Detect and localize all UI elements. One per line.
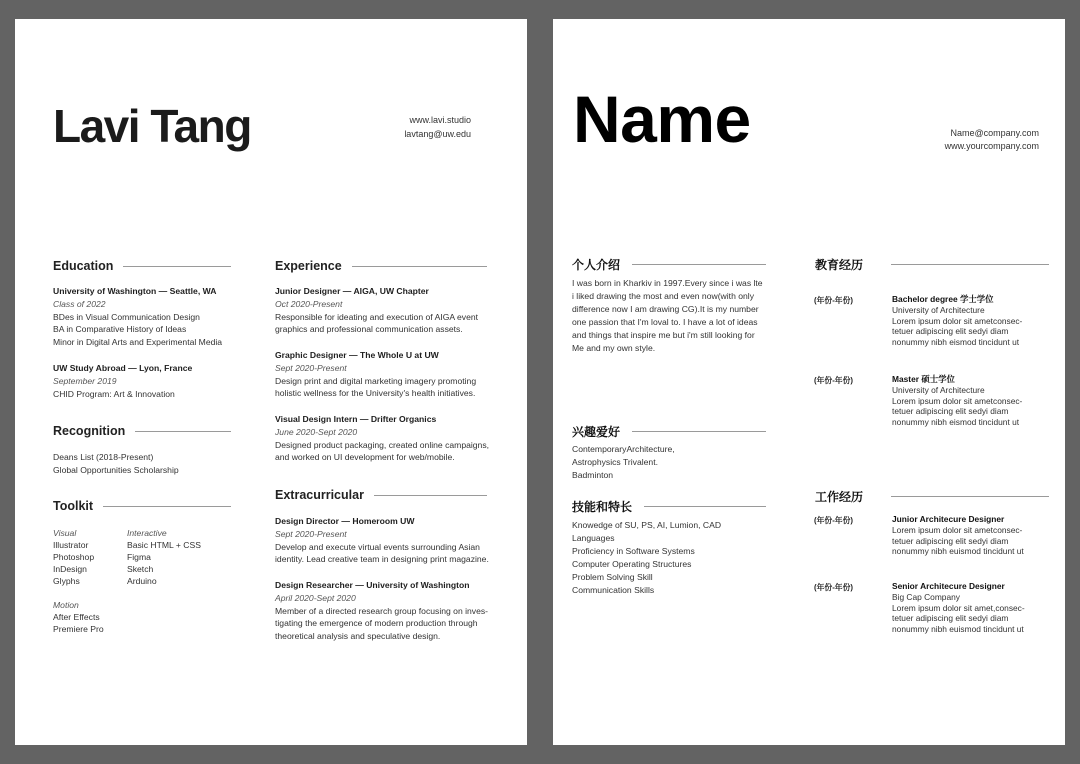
education-heading bbox=[53, 259, 231, 273]
intro-text bbox=[572, 277, 782, 355]
entry-line: tetuer adipiscing elit sedyi diam bbox=[892, 406, 1009, 417]
activity-title: Design Director — Homeroom UW bbox=[275, 516, 415, 526]
divider bbox=[352, 266, 487, 267]
toolkit-category: Interactive bbox=[127, 528, 167, 538]
education-entry bbox=[53, 362, 253, 400]
section-title: 兴趣爱好 bbox=[572, 425, 621, 439]
entry-line: tetuer adipiscing elit sedyi diam bbox=[892, 326, 1009, 337]
hobby-item: Astrophysics Trivalent. bbox=[572, 457, 658, 467]
resume-name: Lavi Tang bbox=[53, 100, 251, 152]
toolkit-motion bbox=[53, 599, 104, 635]
intro-line: difference now I am drawing CG).It is my number bbox=[572, 304, 759, 314]
job-title: Graphic Designer — The Whole U at UW bbox=[275, 350, 439, 360]
education-period: (年份-年份) bbox=[814, 296, 853, 305]
degree-line: CHID Program: Art & Innovation bbox=[53, 388, 175, 399]
entry-line: Big Cap Company bbox=[892, 591, 960, 602]
hobbies-heading bbox=[572, 423, 766, 440]
toolkit-item: Sketch bbox=[127, 564, 154, 574]
divider bbox=[103, 506, 231, 507]
recognition-list bbox=[53, 451, 253, 477]
toolkit-interactive bbox=[127, 527, 201, 587]
extracurricular-entry bbox=[275, 515, 515, 566]
job-title: Visual Design Intern — Drifter Organics bbox=[275, 414, 437, 424]
entry-line: nonummy nibh euismod tincidunt ut bbox=[892, 624, 1024, 635]
education-heading bbox=[815, 256, 1049, 273]
skill-item: Problem Solving Skill bbox=[572, 572, 653, 582]
experience-entry bbox=[275, 349, 507, 400]
divider bbox=[632, 431, 766, 432]
education-entry bbox=[53, 285, 253, 349]
job-dates: Oct 2020-Present bbox=[275, 298, 343, 309]
section-title: Experience bbox=[275, 259, 342, 273]
work-entry bbox=[892, 581, 1042, 635]
activity-dates: Sept 2020-Present bbox=[275, 528, 347, 539]
degree-line: BA in Comparative History of Ideas bbox=[53, 324, 187, 335]
section-title: Toolkit bbox=[53, 499, 94, 513]
website-link[interactable]: www.yourcompany.com bbox=[944, 141, 1039, 151]
degree-line: BDes in Visual Communication Design bbox=[53, 311, 200, 322]
entry-line: nonummy nibh eismod tincidunt ut bbox=[892, 417, 1020, 428]
skills-list bbox=[572, 519, 772, 597]
entry-line: University of Architecture bbox=[892, 304, 985, 315]
section-title: 技能和特长 bbox=[572, 500, 633, 514]
extracurricular-entry bbox=[275, 579, 515, 643]
experience-heading bbox=[275, 259, 487, 273]
job-description: Designed product packaging, created online campaigns, bbox=[275, 439, 490, 450]
divider bbox=[644, 506, 766, 507]
skill-item: Knowedge of SU, PS, AI, Lumion, CAD bbox=[572, 520, 722, 530]
activity-description: tigating the emergence of modern production through bbox=[275, 618, 478, 629]
toolkit-item: After Effects bbox=[53, 612, 100, 622]
hobby-item: ContemporaryArchitecture, bbox=[572, 444, 675, 454]
work-heading bbox=[815, 488, 1049, 505]
education-entry bbox=[892, 294, 1042, 348]
work-period: (年份-年份) bbox=[814, 583, 853, 592]
work-entry bbox=[892, 514, 1042, 557]
school-date: Class of 2022 bbox=[53, 298, 106, 309]
degree-title: Bachelor degree 学士学位 bbox=[892, 294, 994, 304]
email-link[interactable]: lavtang@uw.edu bbox=[404, 129, 471, 139]
activity-description: Member of a directed research group focusing on inves- bbox=[275, 605, 489, 616]
job-dates: Sept 2020-Present bbox=[275, 362, 347, 373]
intro-line: and things that inspire me but i'm still looking for bbox=[572, 330, 755, 340]
toolkit-item: Arduino bbox=[127, 576, 157, 586]
divider bbox=[891, 264, 1049, 265]
resume-page-template bbox=[553, 19, 1065, 745]
recognition-item: Deans List (2018-Present) bbox=[53, 452, 154, 462]
section-title: 个人介绍 bbox=[572, 258, 621, 272]
toolkit-category: Visual bbox=[53, 528, 77, 538]
entry-line: Lorem ipsum dolor sit ametconsec- bbox=[892, 524, 1023, 535]
activity-description: Develop and execute virtual events surrounding Asian bbox=[275, 541, 480, 552]
job-description: Design print and digital marketing imagery promoting bbox=[275, 375, 477, 386]
entry-line: tetuer adipiscing elit sedyi diam bbox=[892, 535, 1009, 546]
activity-description: theoretical analysis and speculative design. bbox=[275, 631, 441, 642]
divider bbox=[123, 266, 231, 267]
job-title: Junior Designer — AIGA, UW Chapter bbox=[275, 286, 429, 296]
job-description: graphics and professional communication assets. bbox=[275, 324, 463, 335]
degree-title: Master 硕士学位 bbox=[892, 374, 955, 384]
section-title: Extracurricular bbox=[275, 488, 364, 502]
intro-line: one passion that I'm loval to. I have a lot of ideas bbox=[572, 317, 758, 327]
school-name: UW Study Abroad — Lyon, France bbox=[53, 363, 193, 373]
entry-line: Lorem ipsum dolor sit amet,consec- bbox=[892, 602, 1025, 613]
website-link[interactable]: www.lavi.studio bbox=[409, 115, 471, 125]
entry-line: nonummy nibh euismod tincidunt ut bbox=[892, 546, 1024, 557]
toolkit-visual bbox=[53, 527, 94, 587]
work-period: (年份-年份) bbox=[814, 516, 853, 525]
toolkit-item: Premiere Pro bbox=[53, 624, 104, 634]
entry-line: tetuer adipiscing elit sedyi diam bbox=[892, 613, 1009, 624]
skill-item: Communication Skills bbox=[572, 585, 655, 595]
section-title: 工作经历 bbox=[815, 490, 864, 504]
divider bbox=[374, 495, 487, 496]
school-name: University of Washington — Seattle, WA bbox=[53, 286, 217, 296]
education-period: (年份-年份) bbox=[814, 376, 853, 385]
divider bbox=[891, 496, 1049, 497]
toolkit-item: Illustrator bbox=[53, 540, 89, 550]
job-description: and worked on UI development for web/mobile. bbox=[275, 452, 455, 463]
education-entry bbox=[892, 374, 1042, 428]
hobbies-list bbox=[572, 443, 772, 482]
email-link[interactable]: Name@company.com bbox=[950, 128, 1039, 138]
resume-name: Name bbox=[573, 82, 751, 156]
skill-item: Computer Operating Structures bbox=[572, 559, 692, 569]
job-title: Senior Architecure Designer bbox=[892, 581, 1005, 591]
toolkit-heading bbox=[53, 499, 231, 513]
section-title: Education bbox=[53, 259, 114, 273]
degree-line: Minor in Digital Arts and Experimental Media bbox=[53, 337, 223, 348]
contact-block bbox=[404, 113, 471, 141]
hobby-item: Badminton bbox=[572, 470, 614, 480]
entry-line: nonummy nibh eismod tincidunt ut bbox=[892, 337, 1020, 348]
experience-entry bbox=[275, 285, 507, 336]
intro-line: I was born in Kharkiv in 1997.Every since i was lte bbox=[572, 278, 763, 288]
recognition-item: Global Opportunities Scholarship bbox=[53, 464, 179, 475]
extracurricular-heading bbox=[275, 488, 487, 502]
job-description: Responsible for ideating and execution of AIGA event bbox=[275, 311, 479, 322]
skill-item: Proficiency in Software Systems bbox=[572, 546, 695, 556]
intro-heading bbox=[572, 256, 766, 273]
toolkit-item: Photoshop bbox=[53, 552, 95, 562]
divider bbox=[632, 264, 766, 265]
entry-line: Lorem ipsum dolor sit ametconsec- bbox=[892, 395, 1023, 406]
toolkit-item: Figma bbox=[127, 552, 151, 562]
resume-page-lavi-tang bbox=[15, 19, 527, 745]
divider bbox=[135, 431, 231, 432]
toolkit-item: Glyphs bbox=[53, 576, 80, 586]
entry-line: University of Architecture bbox=[892, 384, 985, 395]
job-dates: June 2020-Sept 2020 bbox=[275, 426, 358, 437]
toolkit-category: Motion bbox=[53, 600, 79, 610]
job-description: holistic wellness for the University's health initiatives. bbox=[275, 388, 476, 399]
section-title: Recognition bbox=[53, 424, 126, 438]
school-date: September 2019 bbox=[53, 375, 117, 386]
entry-line: Lorem ipsum dolor sit ametconsec- bbox=[892, 315, 1023, 326]
job-title: Junior Architecure Designer bbox=[892, 514, 1005, 524]
contact-block bbox=[945, 127, 1039, 153]
recognition-heading bbox=[53, 424, 231, 438]
activity-description: identity. Lead creative team in designing print magazine. bbox=[275, 554, 489, 565]
skill-item: Languages bbox=[572, 533, 615, 543]
activity-title: Design Researcher — University of Washington bbox=[275, 580, 470, 590]
experience-entry bbox=[275, 413, 507, 464]
skills-heading bbox=[572, 498, 766, 515]
intro-line: Me and my own style. bbox=[572, 343, 656, 353]
toolkit-item: InDesign bbox=[53, 564, 87, 574]
intro-line: i liked drawing the most and even now(with only bbox=[572, 291, 754, 301]
section-title: 教育经历 bbox=[815, 258, 864, 272]
toolkit-item: Basic HTML + CSS bbox=[127, 540, 201, 550]
activity-dates: April 2020-Sept 2020 bbox=[275, 592, 356, 603]
